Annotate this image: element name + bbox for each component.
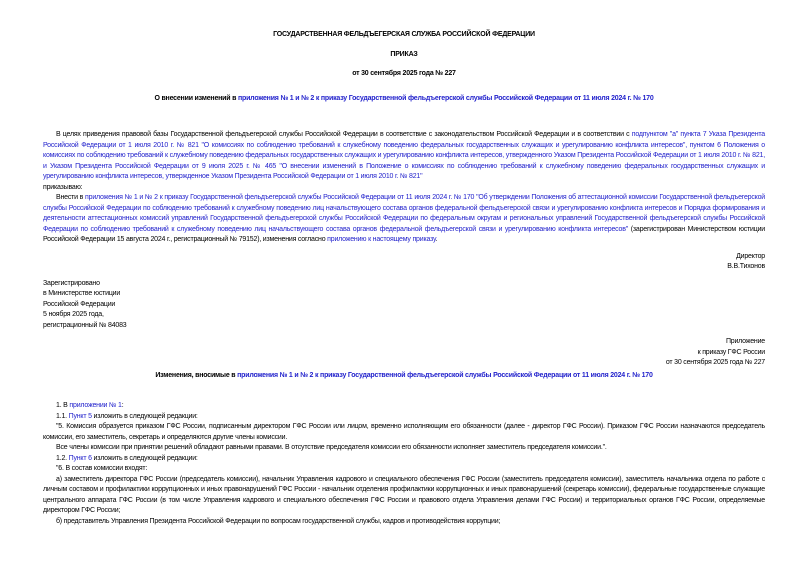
quote-paragraph	[43, 475, 765, 517]
doc-link[interactable]: приложения № 1 и № 2 к приказу Государственной фельдъегерской службы Российской Федерации от 11 июля 2024 г. № 170 "Об утверждении Положения об аттестационной комиссии Государственной фельдъегерской службы Российской Федерации по соблюдению требований к служебному поведению лиц начальствующего состава органов федеральной фельдъегерской связи и урегулированию конфликта интересов и Порядка формирования и деятельности аттестационных комиссий управлений Государственной фельдъегерской службы Российской Федерации по федеральным округам и региональных управлений Государственной фельдъегерской службы Российской Федерации по соблюдению требований к служебному поведению лиц начальствующего состава органов федеральной фельдъегерской связи и урегулированию конфликта интересов"	[43, 194, 765, 233]
doc-title	[43, 94, 765, 105]
text-run: приказываю:	[43, 183, 83, 191]
text-run: В.В.Тихонов	[727, 263, 765, 270]
signature-name	[43, 262, 765, 273]
appendix-ref-line	[43, 348, 765, 359]
text-run: изложить в следующей редакции:	[91, 412, 198, 420]
order-paragraph	[43, 193, 765, 246]
text-run: б) представитель Управления Президента Российской Федерации по вопросам государственной службы, кадров и противодействия коррупции;	[56, 517, 501, 525]
text-run: ПРИКАЗ	[390, 50, 418, 58]
text-run: О внесении изменений в	[154, 94, 238, 102]
doc-link[interactable]: подпунктом "а" пункта 7 Указа Президента Российской Федерации от 1 июля 2010 г. № 821 "О комиссиях по соблюдению требований к служебному поведению федеральных государственных служащих и урегулированию конфликта интересов", пунктом 6 Положения о комиссиях по соблюдению требований к служебному поведению федеральных государственных служащих и урегулированию конфликта интересов, утвержденного Указом Президента Российской Федерации от 1 июля 2010 г. № 821, и Указом Президента Российской Федерации от 9 июля 2025 г. № 465 "О внесении изменений в Положение о комиссиях по соблюдению требований к служебному поведению федеральных государственных служащих и урегулированию конфликта интересов, утвержденное Указом Президента Российской Федерации от 1 июля 2010 г. № 821"	[43, 131, 765, 180]
doc-link[interactable]: приложения № 1 и № 2 к приказу Государственной фельдъегерской службы Российской Федерации от 11 июля 2024 г. № 170	[237, 94, 654, 102]
doc-type	[43, 50, 765, 61]
registration-line	[43, 321, 765, 332]
text-run: Зарегистрировано	[43, 279, 100, 287]
registration-line	[43, 300, 765, 311]
doc-link[interactable]: приложении № 1	[69, 402, 122, 409]
doc-date-number	[43, 69, 765, 80]
registration-line	[43, 279, 765, 290]
registration-line	[43, 310, 765, 321]
text-run: 1.2.	[56, 454, 69, 462]
text-run: 5 ноября 2025 года,	[43, 311, 104, 318]
quote-paragraph	[43, 517, 765, 528]
quote-paragraph	[43, 443, 765, 454]
text-run: а) заместитель директора ГФС России (председатель комиссии), начальник Управления кадрового и специального обеспечения ГФС России (заместитель председателя комиссии), заместитель начальника отдела по работе с личным составом и профилактики коррупционных и иных правонарушений ГФС России - начальник отделения профилактики коррупционных и иных правонарушений (секретарь комиссии), федеральные государственные служащие центрального аппарата ГФС России (в том числе Управления кадрового и специального обеспечения ГФС России и правового отдела Управления делами ГФС России) и территориальных органов ГФС России, определяемые директором ГФС России;	[43, 475, 765, 514]
text-run: "5. Комиссия образуется приказом ГФС России, подписанным директором ГФС России или лицом, временно исполняющим его обязанности (далее - директор ГФС России). Приказом ГФС России назначаются председатель комиссии, его заместитель, секретарь и определяются другие члены комиссии.	[43, 423, 765, 441]
doc-link[interactable]: Пункт 5	[68, 412, 92, 420]
text-run: к приказу ГФС России	[697, 348, 765, 356]
appendix-title	[43, 371, 765, 382]
text-run: регистрационный № 84083	[43, 321, 127, 329]
text-run: В целях приведения правовой базы Государственной фельдъегерской службы Российской Федерации в соответствие с законодательством Российской Федерации и в соответствии с	[56, 131, 632, 138]
list-item	[43, 454, 765, 465]
text-run: от 30 сентября 2025 года № 227	[352, 70, 456, 77]
doc-link[interactable]: Пункт 6	[68, 454, 92, 462]
text-run: (зарегистрирован Министерством юстиции Российской Федерации 15 августа 2024 г., регистрационный № 79152), изменения согласно	[43, 225, 765, 243]
list-item	[43, 412, 765, 423]
list-item	[43, 401, 765, 412]
signature-title	[43, 252, 765, 263]
text-run: изложить в следующей редакции:	[91, 454, 198, 462]
doc-org-name	[43, 30, 765, 41]
text-run: 1.1.	[56, 412, 69, 420]
order-word	[43, 183, 765, 194]
text-run: ГОСУДАРСТВЕННАЯ ФЕЛЬДЪЕГЕРСКАЯ СЛУЖБА РОССИЙСКОЙ ФЕДЕРАЦИИ	[273, 31, 535, 38]
appendix-ref-line	[43, 358, 765, 369]
preamble-paragraph	[43, 130, 765, 183]
quote-paragraph	[43, 464, 765, 475]
appendix-ref-line	[43, 337, 765, 348]
text-run: от 30 сентября 2025 года № 227	[665, 359, 765, 366]
text-run: Приложение	[725, 338, 765, 345]
text-run: Внести в	[56, 194, 86, 201]
doc-link[interactable]: приложению к настоящему приказу	[327, 236, 436, 243]
registration-line	[43, 289, 765, 300]
text-run: Директор	[736, 252, 765, 260]
text-run: .	[435, 236, 438, 243]
text-run: Все члены комиссии при принятии решений обладают равными правами. В отсутствие председателя комиссии его обязанности исполняет заместитель председателя комиссии.".	[56, 444, 607, 451]
text-run: в Министерстве юстиции	[43, 290, 121, 297]
text-run: "6. В состав комиссии входят:	[56, 465, 148, 472]
text-run: :	[121, 402, 124, 409]
doc-link[interactable]: приложения № 1 и № 2 к приказу Государственной фельдъегерской службы Российской Федерации от 11 июля 2024 г. № 170	[237, 371, 653, 379]
quote-paragraph	[43, 422, 765, 443]
text-run: Изменения, вносимые в	[155, 371, 238, 379]
text-run: 1. В	[56, 402, 70, 409]
text-run: Российской Федерации	[43, 300, 116, 308]
